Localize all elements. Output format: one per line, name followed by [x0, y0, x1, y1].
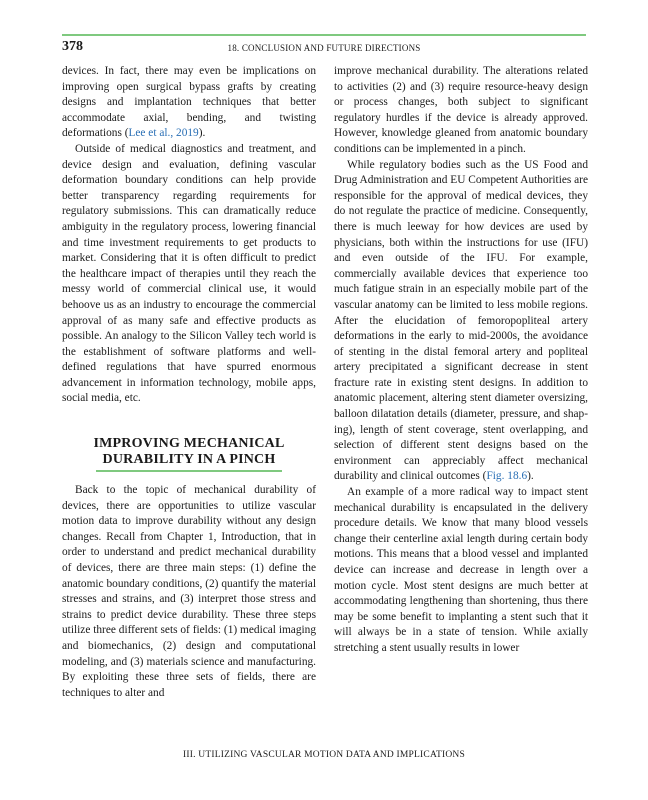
paragraph: An example of a more radical way to impact stent mechanical durability is encapsulated in the delivery procedure details. We know that many blood vessels change their centerline axial length during certain body motions. This means that a blood vessel and implanted device can increase and decrease in length over a motion cycle. Most stent designs are much better at accommodating lengthening than shortening, thus there may be some benefit to implanting a stent such that it will always be in a state of tension. While axially stretching a stent usually results in lower [334, 486, 588, 654]
paragraph: devices. In fact, there may even be implications on improving open surgical bypass grafts by creating designs and implantation techniques that better accommodate axial, bending, and twisting deformations (Lee et al., 2019). [62, 65, 316, 140]
section-heading: IMPROVING MECHANICAL DURABILITY IN A PINCH [93, 436, 285, 467]
left-column-bottom [62, 483, 316, 701]
right-column [334, 64, 588, 657]
paragraph: While regulatory bodies such as the US Food and Drug Administration and EU Competent Authorities are responsible for the approval of medical devices, they do not regulate the practice of medicine. Consequently, there is much leeway for how devices are used by physicians, both within the instructions for use (IFU) and even outside of the IFU. For example, commercially available devices that experience too much fatigue strain in an especially mobile part of the vascular anatomy can be limited to less mobile regions. After the elucidation of femoropopliteal artery deformations in the early to mid-2000s, the avoidance of stenting in the distal femoral artery and popliteal artery precipitated a significant decrease in stent fracture rate in existing stent designs. In addition to anatomic placement, altering stent diameter oversizing, balloon dilatation details (diameter, pressure, and shaping), length of stent coverage, stent overlapping, and selection of different stent designs based on the environment can appreciably affect mechanical durability and clinical outcomes (Fig. 18.6). [334, 158, 588, 483]
paragraph: Back to the topic of mechanical durability of devices, there are opportunities to utilize vascular motion data to improve durability without any design changes. Recall from Chapter 1, Introduction, that in order to understand and predict mechanical durability of devices, there are three main steps: (1) define the anatomic boundary conditions, (2) quantify the material stresses and strains, and (3) interpret those stress and strains to predict device durability. These three steps utilize three different sets of fields: (1) medical imaging and biomechanics, (2) design and computational modeling, and (3) materials science and manufacturing. By exploiting these three sets of fields, there are techniques to alter and [62, 484, 316, 699]
page-number: 378 [62, 39, 83, 54]
section-heading-rule [96, 470, 282, 472]
page-footer: III. UTILIZING VASCULAR MOTION DATA AND IMPLICATIONS [183, 750, 465, 760]
paragraph: Outside of medical diagnostics and treatment, and device design and evaluation, defining vascular deformation boundary conditions can help provide better transparency regarding requirements for regulatory submissions. This can dramatically reduce ambiguity in the regulatory process, lowering financial and time investment requirements to get products to market. Considering that it is often difficult to predict the healthcare impact of therapies until they reach the messy world of commercial clinical use, it would behoove us as an industry to encourage the commercial approval of as many safe and effective products as possible. An analogy to the Silicon Valley tech world is the establishment of software platforms and well-defined regulations that have spurred enormous advancement in information technology, mobile apps, social media, etc. [62, 142, 316, 405]
paragraph: improve mechanical durability. The alterations related to activities (2) and (3) require resource-heavy design or process changes, both subject to significant regulatory hurdles if the device is already approved. However, knowledge gleaned from anatomic boundary conditions can be implemented in a pinch. [334, 65, 588, 155]
header-rule [62, 34, 586, 36]
figure-link[interactable]: Fig. 18.6 [486, 470, 528, 483]
running-head: 18. CONCLUSION AND FUTURE DIRECTIONS [227, 43, 421, 53]
citation-link[interactable]: Lee et al., 2019 [128, 127, 199, 140]
left-column-top [62, 64, 316, 407]
